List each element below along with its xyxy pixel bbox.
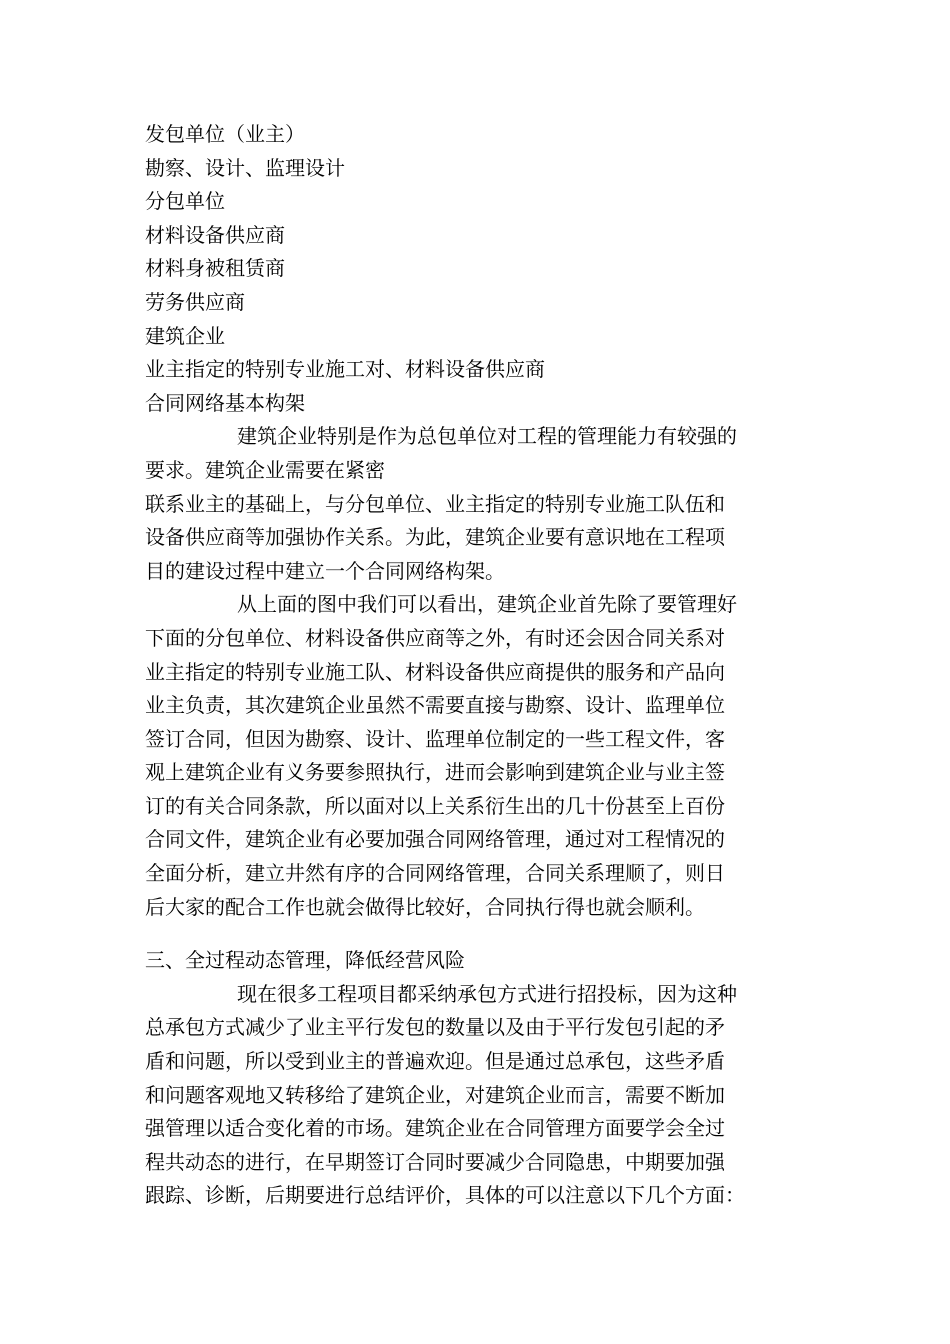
paragraph-line: 强管理以适合变化着的市场。建筑企业在合同管理方面要学会全过 bbox=[145, 1116, 725, 1141]
paragraph-line: 现在很多工程项目都采纳承包方式进行招投标，因为这种 bbox=[237, 981, 737, 1006]
paragraph-line: 程共动态的进行，在早期签订合同时要减少合同隐患，中期要加强 bbox=[145, 1149, 725, 1174]
diagram-label: 建筑企业 bbox=[145, 323, 225, 348]
paragraph-line: 从上面的图中我们可以看出，建筑企业首先除了要管理好 bbox=[237, 592, 737, 617]
paragraph-line: 设备供应商等加强协作关系。为此，建筑企业要有意识地在工程项 bbox=[145, 525, 725, 550]
diagram-caption: 合同网络基本构架 bbox=[145, 390, 305, 415]
diagram-label: 劳务供应商 bbox=[145, 289, 245, 314]
diagram-label: 业主指定的特别专业施工对、材料设备供应商 bbox=[145, 357, 545, 382]
diagram-label: 发包单位（业主） bbox=[145, 122, 305, 146]
paragraph-line: 观上建筑企业有义务要参照执行，进而会影响到建筑企业与业主签 bbox=[145, 760, 725, 785]
diagram-label: 材料设备供应商 bbox=[145, 222, 285, 247]
paragraph-line: 订的有关合同条款，所以面对以上关系衍生出的几十份甚至上百份 bbox=[145, 793, 725, 818]
document-page bbox=[145, 118, 817, 1213]
paragraph bbox=[145, 978, 817, 1213]
paragraph-line: 业主负责，其次建筑企业虽然不需要直接与勘察、设计、监理单位 bbox=[145, 693, 725, 718]
diagram-label-list bbox=[145, 118, 817, 420]
paragraph-line: 目的建设过程中建立一个合同网络构架。 bbox=[145, 558, 505, 583]
paragraph-line: 建筑企业特别是作为总包单位对工程的管理能力有较强的 bbox=[237, 424, 737, 449]
paragraph bbox=[145, 420, 817, 588]
paragraph-spacer bbox=[145, 924, 817, 944]
paragraph-line: 盾和问题，所以受到业主的普遍欢迎。但是通过总承包，这些矛盾 bbox=[145, 1049, 725, 1074]
paragraph-line: 要求。建筑企业需要在紧密 bbox=[145, 457, 385, 482]
paragraph-line: 联系业主的基础上，与分包单位、业主指定的特别专业施工队伍和 bbox=[145, 491, 725, 516]
paragraph-line: 签订合同，但因为勘察、设计、监理单位制定的一些工程文件，客 bbox=[145, 726, 725, 751]
paragraph-line: 后大家的配合工作也就会做得比较好，合同执行得也就会顺利。 bbox=[145, 894, 705, 919]
paragraph bbox=[145, 588, 817, 924]
paragraph-line: 和问题客观地又转移给了建筑企业，对建筑企业而言，需要不断加 bbox=[145, 1082, 725, 1107]
paragraph-line: 全面分析，建立井然有序的合同网络管理，合同关系理顺了，则日 bbox=[145, 861, 725, 886]
diagram-label: 材料身被租赁商 bbox=[145, 256, 285, 281]
paragraph-line: 跟踪、诊断，后期要进行总结评价，具体的可以注意以下几个方面： bbox=[145, 1183, 745, 1208]
section-heading: 三、全过程动态管理，降低经营风险 bbox=[145, 948, 465, 973]
diagram-label: 勘察、设计、监理设计 bbox=[145, 155, 345, 180]
paragraph-line: 总承包方式减少了业主平行发包的数量以及由于平行发包引起的矛 bbox=[145, 1015, 725, 1040]
paragraph-line: 业主指定的特别专业施工队、材料设备供应商提供的服务和产品向 bbox=[145, 659, 725, 684]
paragraph-line: 合同文件，建筑企业有必要加强合同网络管理，通过对工程情况的 bbox=[145, 827, 725, 852]
diagram-label: 分包单位 bbox=[145, 189, 225, 214]
paragraph-line: 下面的分包单位、材料设备供应商等之外，有时还会因合同关系对 bbox=[145, 625, 725, 650]
